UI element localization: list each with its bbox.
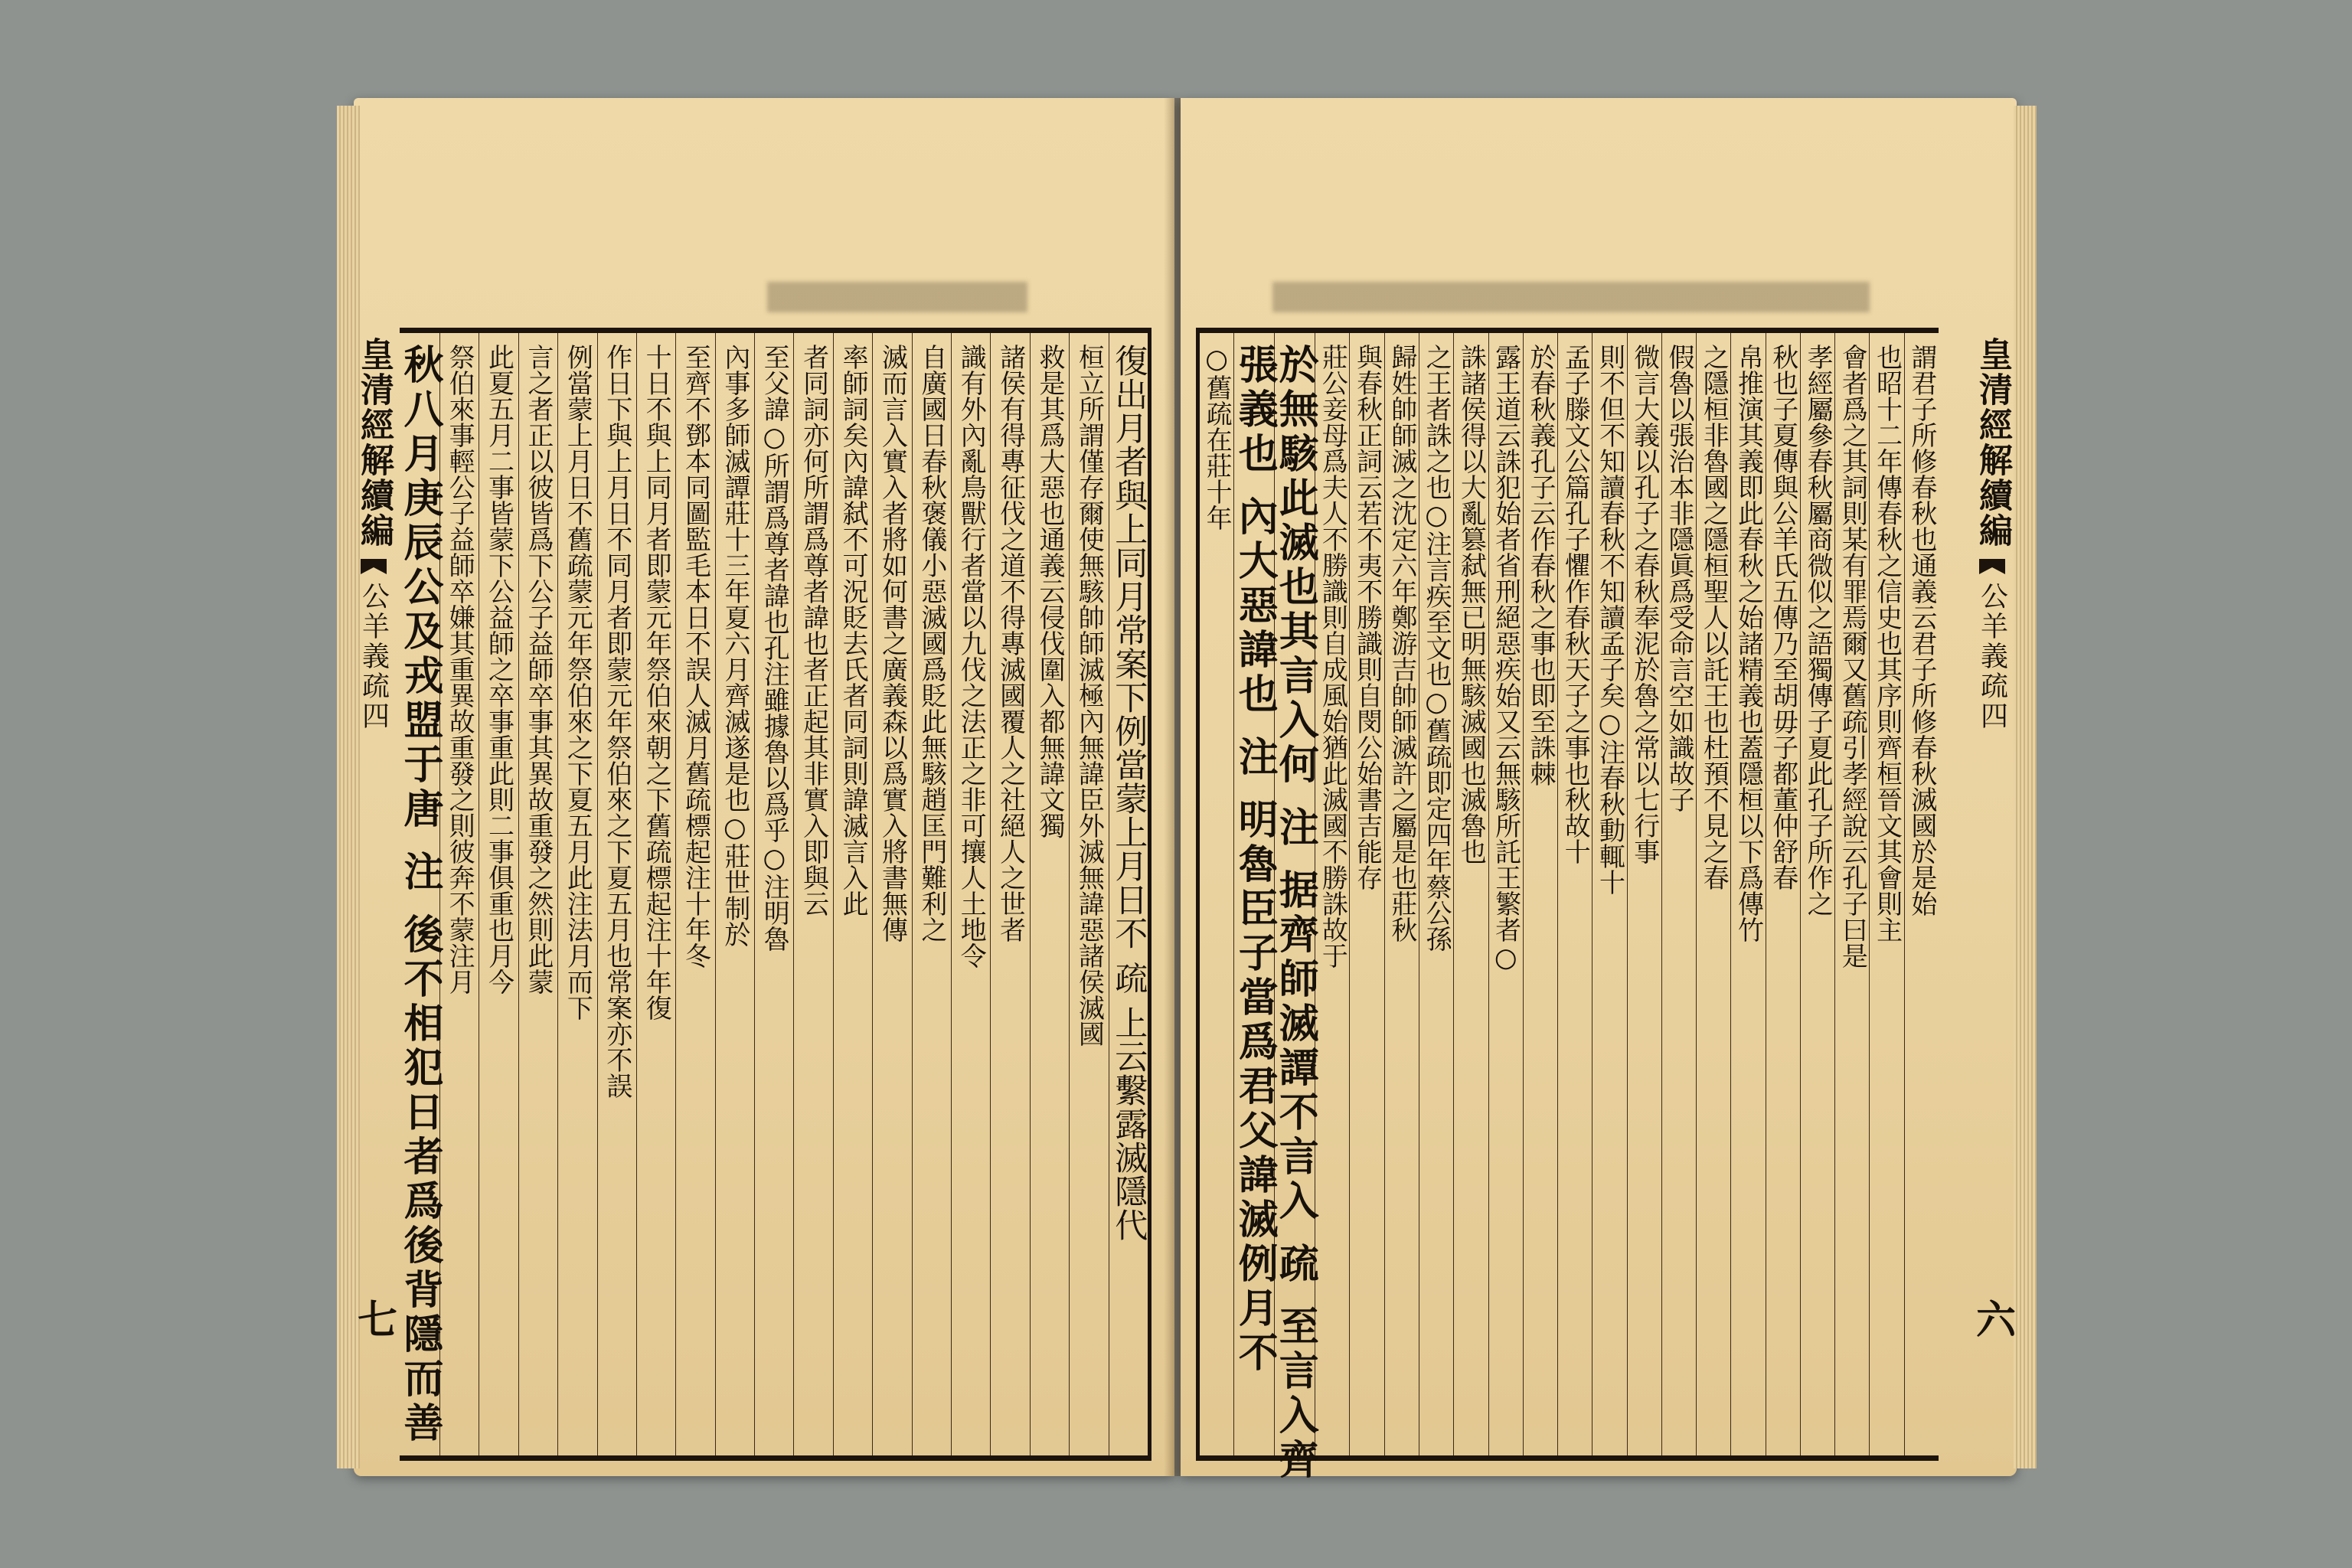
text-column bbox=[396, 333, 443, 1455]
text-column bbox=[1557, 333, 1592, 1455]
column-text: 祭伯來事輕公子益師卒嫌其重異故重發之則彼奔不蒙注月 bbox=[444, 344, 475, 995]
text-column bbox=[1800, 333, 1834, 1455]
column-text: 謂君子所修春秋也通義云君子所修春秋滅國於是始 bbox=[1906, 344, 1937, 916]
column-text: 張義也 內大惡諱也 注 明魯臣子當爲君父諱滅例月不 bbox=[1231, 344, 1279, 1377]
text-column bbox=[1384, 333, 1419, 1455]
text-column bbox=[1834, 333, 1869, 1455]
banxin-title: 皇清經解續編 bbox=[354, 337, 394, 548]
left-page bbox=[350, 98, 1174, 1476]
text-column bbox=[1419, 333, 1453, 1455]
column-text: 帛推演其義即此春秋之始諸精義也蓋隱桓以下爲傳竹 bbox=[1733, 344, 1764, 942]
column-text: 桓立所謂僅存爾使無駭帥師滅極內無諱臣外滅無諱惡諸侯滅國 bbox=[1073, 344, 1105, 1047]
banxin-title: 皇清經解續編 bbox=[1973, 337, 2012, 548]
column-text: 於春秋義孔子云作春秋之事也即至誅棘 bbox=[1524, 344, 1556, 786]
text-column bbox=[1627, 333, 1661, 1455]
column-text: 微言大義以孔子之春秋奉泥於魯之常以七行事 bbox=[1628, 344, 1660, 864]
column-text: 率師詞矣內諱弑不可況貶去氏者同詞則諱滅言入此 bbox=[838, 344, 869, 916]
column-text: 諸侯有得專征伐之道不得專滅國覆人之社絕人之世者 bbox=[995, 344, 1026, 942]
text-column bbox=[872, 333, 911, 1455]
column-text: 十日不與上同月者即蒙元年祭伯來朝之下舊疏標起注十年復 bbox=[641, 344, 672, 1021]
column-text: 孟子滕文公篇孔子懼作春秋天子之事也秋故十 bbox=[1560, 344, 1591, 864]
column-text: 秋八月庚辰公及戎盟于唐 注 後不相犯日者爲後背隱而善 bbox=[396, 344, 443, 1447]
text-column bbox=[439, 333, 479, 1455]
column-text: 於無駭此滅也其言入何 注 据齊師滅譚不言入 疏 至言入齊 bbox=[1272, 344, 1319, 1484]
bleed-through-mark bbox=[767, 282, 1027, 312]
column-text: 會者爲之其詞則某有罪焉爾又舊疏引孝經說云孔子曰是 bbox=[1837, 344, 1868, 969]
right-page bbox=[1181, 98, 2017, 1484]
right-banxin bbox=[1968, 328, 2016, 1461]
column-text: 則不但不知讀春秋不知讀孟子矣○注春秋動輒十 bbox=[1594, 344, 1625, 895]
text-column bbox=[1349, 333, 1383, 1455]
text-column bbox=[557, 333, 596, 1455]
text-column bbox=[715, 333, 754, 1455]
banxin-subtitle: 公羊義疏四 bbox=[1976, 582, 2008, 731]
column-text: 者同詞亦何所謂爲尊者諱也者正起其非實入即與云 bbox=[798, 344, 829, 916]
column-text: 至父諱○所謂爲尊者諱也孔注雖據魯以爲乎○注明魯 bbox=[759, 344, 790, 952]
text-column bbox=[1200, 333, 1233, 1455]
column-text: 此夏五月二事皆蒙下公益師之卒事重此則二事俱重也月今 bbox=[483, 344, 514, 995]
column-text: 誅諸侯得以大亂篡弑無已明無駭滅國也滅魯也 bbox=[1455, 344, 1487, 864]
column-text: 歸姓帥師滅之沈定六年鄭游吉帥師滅許之屬是也莊秋 bbox=[1386, 344, 1417, 942]
folio-number: 七 bbox=[350, 1298, 397, 1338]
column-text: 至齊不鄧本同圖監毛本日不誤人滅月舊疏標起注十年冬 bbox=[680, 344, 711, 969]
column-text: 也昭十二年傳春秋之信史也其序則齊桓晉文其會則主 bbox=[1871, 344, 1903, 942]
column-text: 言之者正以彼皆爲下公子益師卒事其異故重發之然則此蒙 bbox=[522, 344, 554, 995]
text-column bbox=[1869, 333, 1903, 1455]
column-text: 與春秋正詞云若不夷不勝識則自閔公始書吉能存 bbox=[1351, 344, 1383, 890]
fish-tail-mark bbox=[1979, 559, 2005, 574]
text-column bbox=[1272, 333, 1319, 1484]
banxin-subtitle: 公羊義疏四 bbox=[358, 582, 390, 731]
text-column bbox=[1696, 333, 1730, 1455]
column-text: 孝經屬參春秋屬商微似之語獨傳子夏此孔子所作之 bbox=[1802, 344, 1834, 916]
text-column bbox=[912, 333, 951, 1455]
column-text: ○舊疏在莊十年 bbox=[1201, 344, 1233, 531]
column-text: 滅而言入實入者將如何書之廣義森以爲實入將書無傳 bbox=[877, 344, 908, 942]
fish-tail-mark bbox=[361, 559, 387, 574]
column-text: 秋也子夏傳與公羊氏五傳乃至胡毋子都董仲舒春 bbox=[1767, 344, 1798, 890]
column-text: 內事多師滅譚莊十三年夏六月齊滅遂是也○莊世制於 bbox=[719, 344, 750, 947]
column-text: 假魯以張治本非隱眞爲受命言空如識故子 bbox=[1664, 344, 1694, 812]
column-text: 救是其爲大惡也通義云侵伐圍入都無諱文獨 bbox=[1034, 344, 1066, 838]
column-text: 例當蒙上月日不舊疏蒙元年祭伯來之下夏五月此注法月而下 bbox=[562, 344, 593, 1021]
column-text: 復出月者與上同月常案下例當蒙上月日不 疏 上云繫露滅隱代 bbox=[1109, 344, 1148, 1243]
text-column bbox=[1315, 333, 1349, 1455]
right-columns bbox=[1200, 333, 1939, 1484]
text-column bbox=[675, 333, 714, 1455]
left-columns bbox=[396, 333, 1148, 1455]
text-column bbox=[1523, 333, 1557, 1455]
folio-number: 六 bbox=[1968, 1298, 2016, 1338]
text-column bbox=[1488, 333, 1523, 1455]
text-column bbox=[793, 333, 832, 1455]
text-column bbox=[1069, 333, 1108, 1455]
text-column bbox=[951, 333, 990, 1455]
column-text: 識有外內亂鳥獸行者當以九伐之法正之非可攘人土地令 bbox=[956, 344, 987, 969]
column-text: 作日下與上月日不同月者即蒙元年祭伯來之下夏五月也常案亦不誤 bbox=[601, 344, 632, 1099]
text-column bbox=[1730, 333, 1765, 1455]
column-text: 莊公妾母爲夫人不勝識則自成風始猶此滅國不勝誅故于 bbox=[1317, 344, 1348, 969]
text-column bbox=[1231, 333, 1279, 1455]
text-column bbox=[1109, 333, 1148, 1455]
text-column bbox=[597, 333, 636, 1455]
text-column bbox=[1030, 333, 1069, 1455]
text-column bbox=[1766, 333, 1800, 1455]
column-text: 露王道云誅犯始者省刑絕惡疾始又云無駭所託王繁者○ bbox=[1490, 344, 1521, 973]
text-column bbox=[479, 333, 518, 1455]
text-column bbox=[1661, 333, 1696, 1455]
column-text: 之王者誅之也○注言疾至文也○舊疏即定四年蔡公孫 bbox=[1421, 344, 1452, 952]
column-text: 自廣國日春秋褒儀小惡滅國爲貶此無駭趙匡門難利之 bbox=[916, 344, 947, 942]
text-column bbox=[518, 333, 557, 1455]
open-book bbox=[350, 98, 2017, 1484]
text-column bbox=[833, 333, 872, 1455]
text-column bbox=[636, 333, 675, 1455]
left-banxin bbox=[352, 328, 395, 1461]
text-column bbox=[1904, 333, 1939, 1455]
right-text-frame bbox=[1196, 328, 1939, 1484]
text-column bbox=[754, 333, 793, 1455]
text-column bbox=[990, 333, 1029, 1455]
text-column bbox=[1453, 333, 1488, 1455]
bleed-through-mark bbox=[1272, 282, 1870, 312]
right-page-edge bbox=[2014, 106, 2037, 1468]
column-text: 之隱桓非魯國之隱桓聖人以託王也杜預不見之春 bbox=[1698, 344, 1730, 890]
left-text-frame bbox=[396, 328, 1152, 1461]
text-column bbox=[1592, 333, 1626, 1455]
